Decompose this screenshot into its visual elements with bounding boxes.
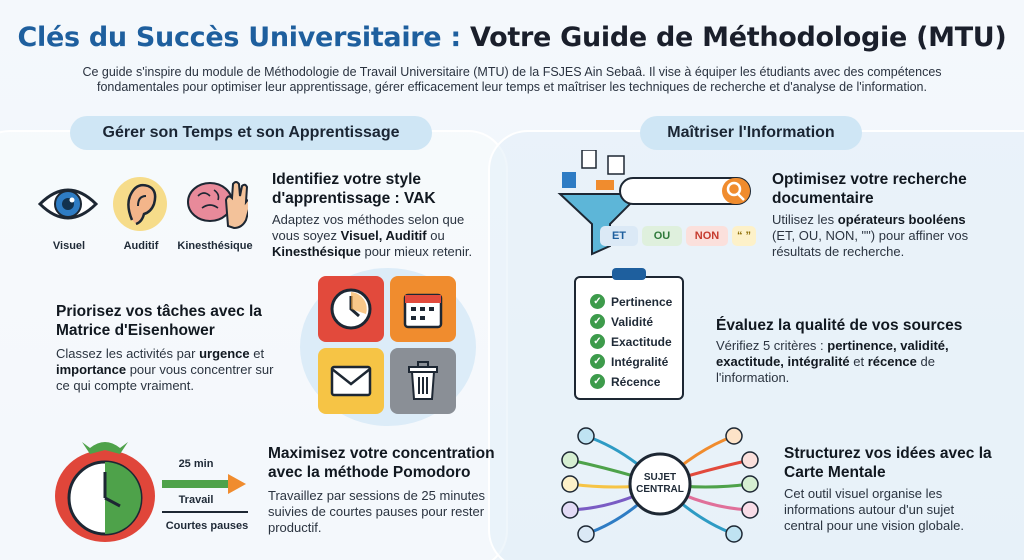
eisenhower-title: Priorisez vos tâches avec la Matrice d'Eisenhower <box>56 303 262 339</box>
mindmap-title: Structurez vos idées avec la Carte Mentale <box>784 445 992 481</box>
right-section-header: Maîtriser l'Information <box>640 116 862 150</box>
envelope-icon <box>329 363 373 399</box>
matrix-tile-urgent <box>318 348 384 414</box>
pomodoro-text: Travaillez par sessions de 25 minutes suivies de courtes pauses pour rester productif. <box>268 488 486 535</box>
vak-label-visual: Visuel <box>52 240 86 252</box>
check-icon: ✓ <box>590 294 605 309</box>
search-text: Utilisez les opérateurs booléens (ET, OU, NON, "") pour affiner vos résultats de recherche. <box>772 212 969 259</box>
page-title <box>0 22 1024 53</box>
clipboard-clip <box>612 268 646 280</box>
eye-icon <box>40 190 96 218</box>
ear-icon <box>113 177 167 231</box>
vak-label-kinesthetic: Kinesthésique <box>177 240 253 252</box>
title-part-2: Votre Guide de Méthodologie (MTU) <box>470 22 1007 53</box>
vak-text: Adaptez vos méthodes selon que vous soyez Visuel, Auditif ou Kinesthésique pour mieux retenir. <box>272 212 473 259</box>
pomodoro-divider <box>162 511 248 513</box>
calendar-icon <box>401 287 445 331</box>
operator-chip-or: OU <box>642 226 682 246</box>
pomodoro-work-label: Travail <box>178 494 214 506</box>
matrix-tile-neither <box>390 348 456 414</box>
left-section-header: Gérer son Temps et son Apprentissage <box>70 116 432 150</box>
pomodoro-break-label: Courtes pauses <box>165 520 249 532</box>
matrix-tile-urgent-important <box>318 276 384 342</box>
eisenhower-text: Classez les activités par urgence et importance pour vous concentrer sur ce qui compte vraiment. <box>56 346 274 393</box>
clock-icon <box>328 286 374 332</box>
criterion-4: ✓ Intégralité <box>590 354 668 369</box>
vak-label-auditory: Auditif <box>123 240 159 252</box>
mind-map-center: SUJET CENTRAL <box>636 472 684 495</box>
check-icon: ✓ <box>590 314 605 329</box>
check-icon: ✓ <box>590 354 605 369</box>
operator-chip-and: ET <box>600 226 638 246</box>
operator-chip-quotes: “ ” <box>732 226 756 246</box>
quality-text: Vérifiez 5 critères : pertinence, validité, exactitude, intégralité et récence de l'information. <box>716 338 949 385</box>
trash-icon <box>403 359 443 403</box>
tomato-timer-icon <box>50 430 160 548</box>
vak-title: Identifiez votre style d'apprentissage : VAK <box>272 171 436 207</box>
brain-hand-icon <box>188 182 248 228</box>
vak-icons <box>38 176 248 234</box>
operator-chip-not: NON <box>686 226 728 246</box>
title-part-1: Clés du Succès Universitaire : <box>17 22 461 53</box>
criterion-2: ✓ Validité <box>590 314 653 329</box>
quality-title: Évaluez la qualité de vos sources <box>716 317 963 334</box>
check-icon: ✓ <box>590 374 605 389</box>
check-icon: ✓ <box>590 334 605 349</box>
criterion-5: ✓ Récence <box>590 374 660 389</box>
matrix-tile-important <box>390 276 456 342</box>
search-title: Optimisez votre recherche documentaire <box>772 171 967 207</box>
criterion-1: ✓ Pertinence <box>590 294 672 309</box>
mindmap-text: Cet outil visuel organise les informations autour d'un sujet central pour une vision globale. <box>784 486 964 533</box>
pomodoro-title: Maximisez votre concentration avec la méthode Pomodoro <box>268 445 495 481</box>
work-arrow-icon <box>162 474 248 494</box>
intro-text: Ce guide s'inspire du module de Méthodologie de Travail Universitaire (MTU) de la FSJES Ain Sebaâ. Il vise à équiper les étudiants avec des compétences fondamentales pour optimiser leur apprentissage, gérer efficacement leur temps et maîtriser les techniques de recherche et d'analyse de l'information. <box>82 65 942 94</box>
pomodoro-time-label: 25 min <box>178 458 214 470</box>
criterion-3: ✓ Exactitude <box>590 334 672 349</box>
